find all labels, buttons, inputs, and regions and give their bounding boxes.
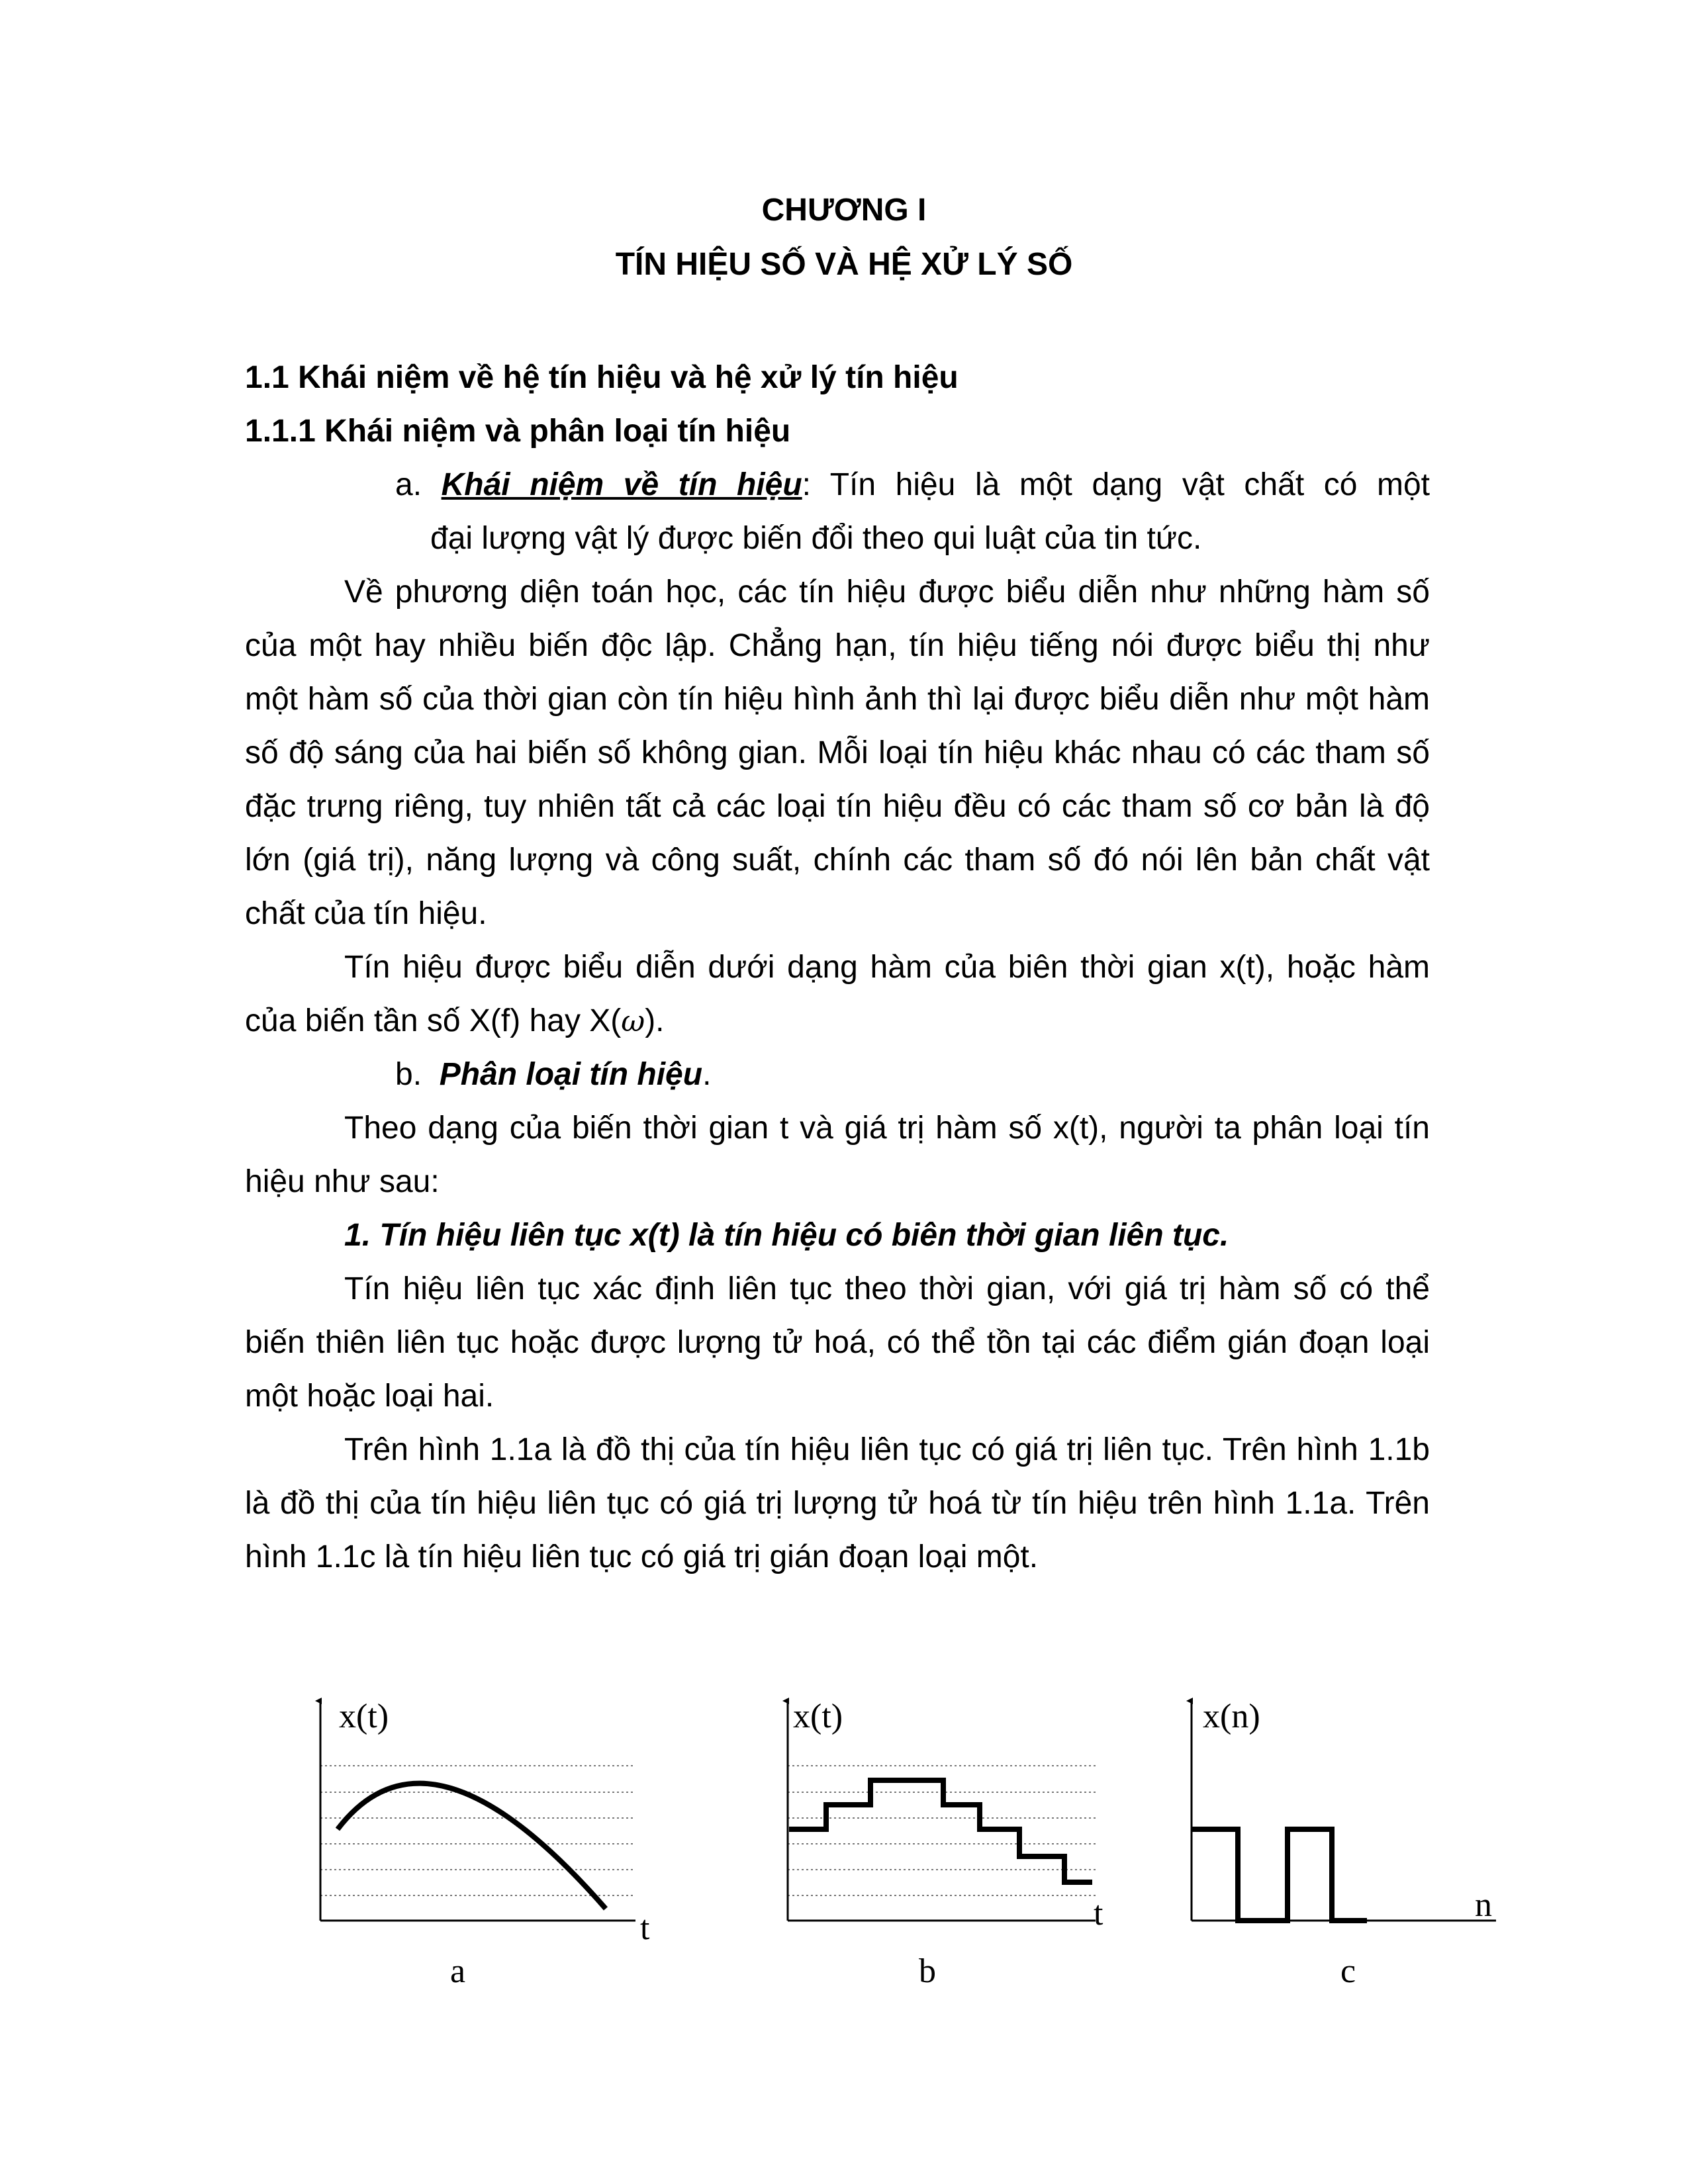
chapter-title: TÍN HIỆU SỐ VÀ HỆ XỬ LÝ SỐ bbox=[615, 247, 1073, 282]
definition-item-a bbox=[245, 458, 1430, 565]
paragraph-3: Theo dạng của biến thời gian t và giá trị hàm số x(t), người ta phân loại tín hiệu như sau: bbox=[245, 1111, 1430, 1199]
paragraph-4: Tín hiệu liên tục xác định liên tục theo thời gian, với giá trị hàm số có thể biến thiên liên tục hoặc được lượng tử hoá, có thể tồn tại các điểm gián đoạn loại một hoặc loại hai. bbox=[245, 1271, 1430, 1414]
item-a-line1: : Tín hiệu là một dạng vật chất có một bbox=[802, 467, 1430, 502]
x-axis-label-a: t bbox=[640, 1909, 650, 1947]
classification-item-b bbox=[395, 1048, 711, 1101]
section-heading-1-1-1: 1.1.1 Khái niệm và phân loại tín hiệu bbox=[245, 414, 791, 449]
item-a-line2: đại lượng vật lý được biến đổi theo qui luật của tin tức. bbox=[430, 521, 1202, 556]
paragraph-1: Về phương diện toán học, các tín hiệu được biểu diễn như những hàm số của một hay nhiều biến độc lập. Chẳng hạn, tín hiệu tiếng nói được biểu thị như một hàm số của thời gian còn tín hiệu hình ảnh thì lại được biểu diễn như một hàm số độ sáng của hai biến số không gian. Mỗi loại tín hiệu khác nhau có các tham số đặc trưng riêng, tuy nhiên tất cả các loại tín hiệu đều có các tham số cơ bản là độ lớn (giá trị), năng lượng và công suất, chính các tham số đó nói lên bản chất vật chất của tín hiệu. bbox=[245, 574, 1430, 931]
rectangular-pulses-c bbox=[1192, 1829, 1367, 1921]
paragraph-2 bbox=[245, 940, 1430, 1048]
figure-panel-c bbox=[1192, 1698, 1496, 1990]
x-axis-label-c: n bbox=[1475, 1886, 1492, 1924]
caption-a: a bbox=[450, 1952, 466, 1990]
y-axis-label-b: x(t) bbox=[793, 1698, 843, 1735]
y-axis-label-a: x(t) bbox=[339, 1698, 389, 1735]
omega-symbol: ω bbox=[621, 1005, 645, 1038]
caption-c: c bbox=[1340, 1952, 1356, 1990]
y-axis-label-c: x(n) bbox=[1203, 1698, 1260, 1735]
quantized-staircase-b bbox=[789, 1780, 1092, 1882]
item-b-period: . bbox=[702, 1057, 712, 1092]
quantization-gridlines-a bbox=[320, 1766, 635, 1895]
figure-1-1 bbox=[0, 1655, 1688, 1999]
figure-panel-a bbox=[320, 1698, 650, 1990]
item-a-marker: a. bbox=[395, 467, 422, 502]
section-heading-1-1: 1.1 Khái niệm về hệ tín hiệu và hệ xử lý tín hiệu bbox=[245, 360, 959, 395]
continuous-curve-a bbox=[338, 1784, 606, 1909]
chapter-label: CHƯƠNG I bbox=[761, 193, 927, 228]
continuous-signal-heading: 1. Tín hiệu liên tục x(t) là tín hiệu có biên thời gian liên tục. bbox=[344, 1218, 1229, 1253]
item-a-term: Khái niệm về tín hiệu bbox=[441, 467, 802, 502]
paragraph-2-text: Tín hiệu được biểu diễn dưới dạng hàm của biên thời gian x(t), hoặc hàm của biến tần số X(f) hay X( bbox=[245, 950, 1430, 1038]
item-b-marker: b. bbox=[395, 1057, 422, 1092]
paragraph-5: Trên hình 1.1a là đồ thị của tín hiệu liên tục có giá trị liên tục. Trên hình 1.1b là đồ thị của tín hiệu liên tục có giá trị lượng tử hoá từ tín hiệu trên hình 1.1a. Trên hình 1.1c là tín hiệu liên tục có giá trị gián đoạn loại một. bbox=[245, 1432, 1430, 1574]
paragraph-2-end: ). bbox=[645, 1003, 665, 1038]
x-axis-label-b: t bbox=[1094, 1895, 1103, 1933]
item-b-term: Phân loại tín hiệu bbox=[439, 1057, 703, 1092]
figure-panel-b bbox=[788, 1698, 1103, 1990]
caption-b: b bbox=[919, 1952, 936, 1990]
